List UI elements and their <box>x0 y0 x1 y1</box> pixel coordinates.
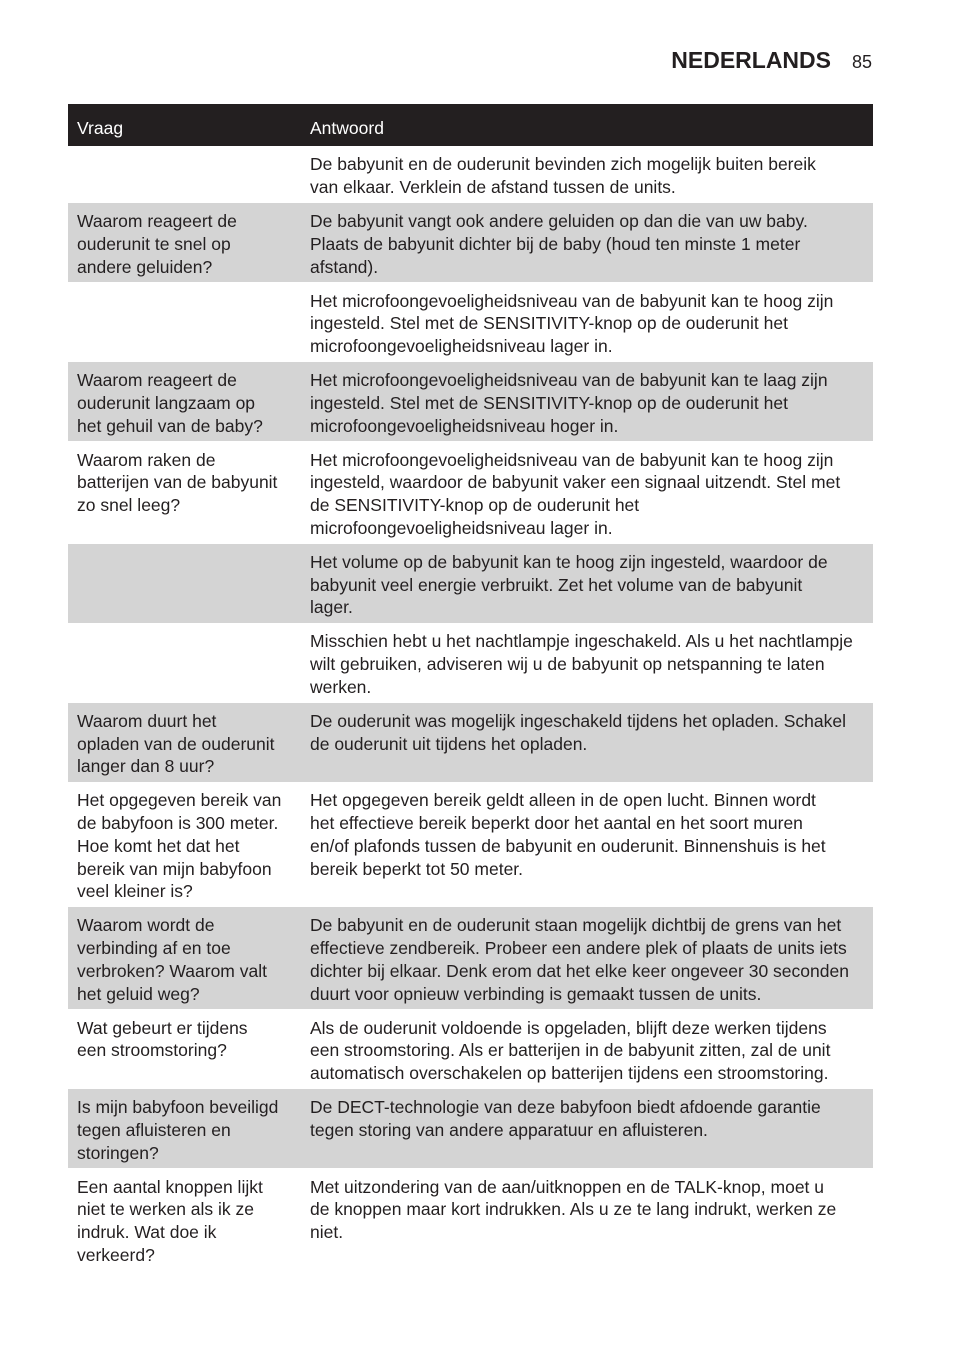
answer-cell: Misschien hebt u het nachtlampje ingeschakeld. Als u het nachtlampje wilt gebruiken, adviseren wij u de babyunit op netspanning te laten werken. <box>310 631 853 697</box>
table-row <box>68 623 873 703</box>
answer-cell: Het opgegeven bereik geldt alleen in de open lucht. Binnen wordt het effectieve bereik beperkt door het aantal en het soort muren en/of plafonds tussen de babyunit en ouderunit. Binnenshuis is het bereik beperkt tot 50 meter. <box>310 790 826 879</box>
question-cell: Waarom reageert de ouderunit te snel op andere geluiden? <box>77 211 237 277</box>
table-row <box>68 1089 873 1169</box>
question-cell: Is mijn babyfoon beveiligd tegen afluisteren en storingen? <box>77 1097 279 1163</box>
table-row <box>68 362 873 442</box>
answer-cell: De babyunit en de ouderunit bevinden zich mogelijk buiten bereik van elkaar. Verklein de afstand tussen de units. <box>310 154 816 197</box>
table-row <box>68 907 873 1009</box>
answer-cell: De DECT-technologie van deze babyfoon biedt afdoende garantie tegen storing van andere apparatuur en afluisteren. <box>310 1097 821 1140</box>
section-title: NEDERLANDS <box>671 47 831 73</box>
table-row <box>68 282 873 362</box>
table-header-row <box>68 104 873 146</box>
answer-cell: Als de ouderunit voldoende is opgeladen, blijft deze werken tijdens een stroomstoring. Als er batterijen in de babyunit zitten, zal de unit automatisch overschakelen op batterijen tijdens een stroomstoring. <box>310 1017 831 1083</box>
question-cell: Wat gebeurt er tijdens een stroomstoring? <box>77 1017 248 1061</box>
table-row <box>68 1168 873 1270</box>
table-row <box>68 544 873 624</box>
question-cell: Waarom raken de batterijen van de babyunit zo snel leeg? <box>77 449 278 515</box>
question-cell: Een aantal knoppen lijkt niet te werken als ik ze indruk. Wat doe ik verkeerd? <box>77 1176 263 1265</box>
answer-cell: Het volume op de babyunit kan te hoog zijn ingesteld, waardoor de babyunit veel energie verbruikt. Zet het volume van de babyunit lager. <box>310 551 828 618</box>
table-row <box>68 1009 873 1089</box>
table-row <box>68 782 873 907</box>
table-row <box>68 703 873 783</box>
table-row <box>68 146 873 203</box>
question-cell: Waarom wordt de verbinding af en toe verbroken? Waarom valt het geluid weg? <box>77 915 267 1004</box>
question-cell: Het opgegeven bereik van de babyfoon is 300 meter. Hoe komt het dat het bereik van mijn babyfoon veel kleiner is? <box>77 790 282 902</box>
answer-cell: De babyunit vangt ook andere geluiden op dan die van uw baby. Plaats de babyunit dichter bij de baby (houd ten minste 1 meter afstand). <box>310 211 808 277</box>
answer-cell: Het microfoongevoeligheidsniveau van de babyunit kan te hoog zijn ingesteld, waardoor de babyunit vaker een signaal uitzendt. Stel met de SENSITIVITY-knop op de ouderunit het microfoongevoeligheidsniveau lager in. <box>310 449 841 538</box>
column-header-vraag: Vraag <box>77 118 124 138</box>
question-cell <box>68 146 301 203</box>
column-header-antwoord: Antwoord <box>310 118 384 138</box>
question-cell <box>68 544 301 624</box>
answer-cell: Het microfoongevoeligheidsniveau van de babyunit kan te laag zijn ingesteld. Stel met de SENSITIVITY-knop op de ouderunit het microfoongevoeligheidsniveau hoger in. <box>310 370 828 436</box>
table-row <box>68 441 873 543</box>
answer-cell: De ouderunit was mogelijk ingeschakeld tijdens het opladen. Schakel de ouderunit uit tijdens het opladen. <box>310 710 847 754</box>
question-cell: Waarom reageert de ouderunit langzaam op het gehuil van de baby? <box>77 370 263 436</box>
answer-cell: Met uitzondering van de aan/uitknoppen en de TALK-knop, moet u de knoppen maar kort indrukken. Als u ze te lang indrukt, werken ze niet. <box>310 1176 837 1242</box>
table-row <box>68 203 873 283</box>
faq-table <box>68 104 873 1271</box>
question-cell: Waarom duurt het opladen van de ouderunit langer dan 8 uur? <box>77 710 275 777</box>
question-cell <box>68 623 301 703</box>
question-cell <box>68 282 301 362</box>
answer-cell: De babyunit en de ouderunit staan mogelijk dichtbij de grens van het effectieve zendbereik. Probeer een andere plek of plaats de units iets dichter bij elkaar. Denk erom dat het elke keer ongeveer 30 seconden duurt voor opnieuw verbinding is gemaakt tussen de units. <box>310 915 849 1004</box>
answer-cell: Het microfoongevoeligheidsniveau van de babyunit kan te hoog zijn ingesteld. Stel met de SENSITIVITY-knop op de ouderunit het microfoongevoeligheidsniveau lager in. <box>310 290 834 356</box>
page-number: 85 <box>852 52 873 72</box>
